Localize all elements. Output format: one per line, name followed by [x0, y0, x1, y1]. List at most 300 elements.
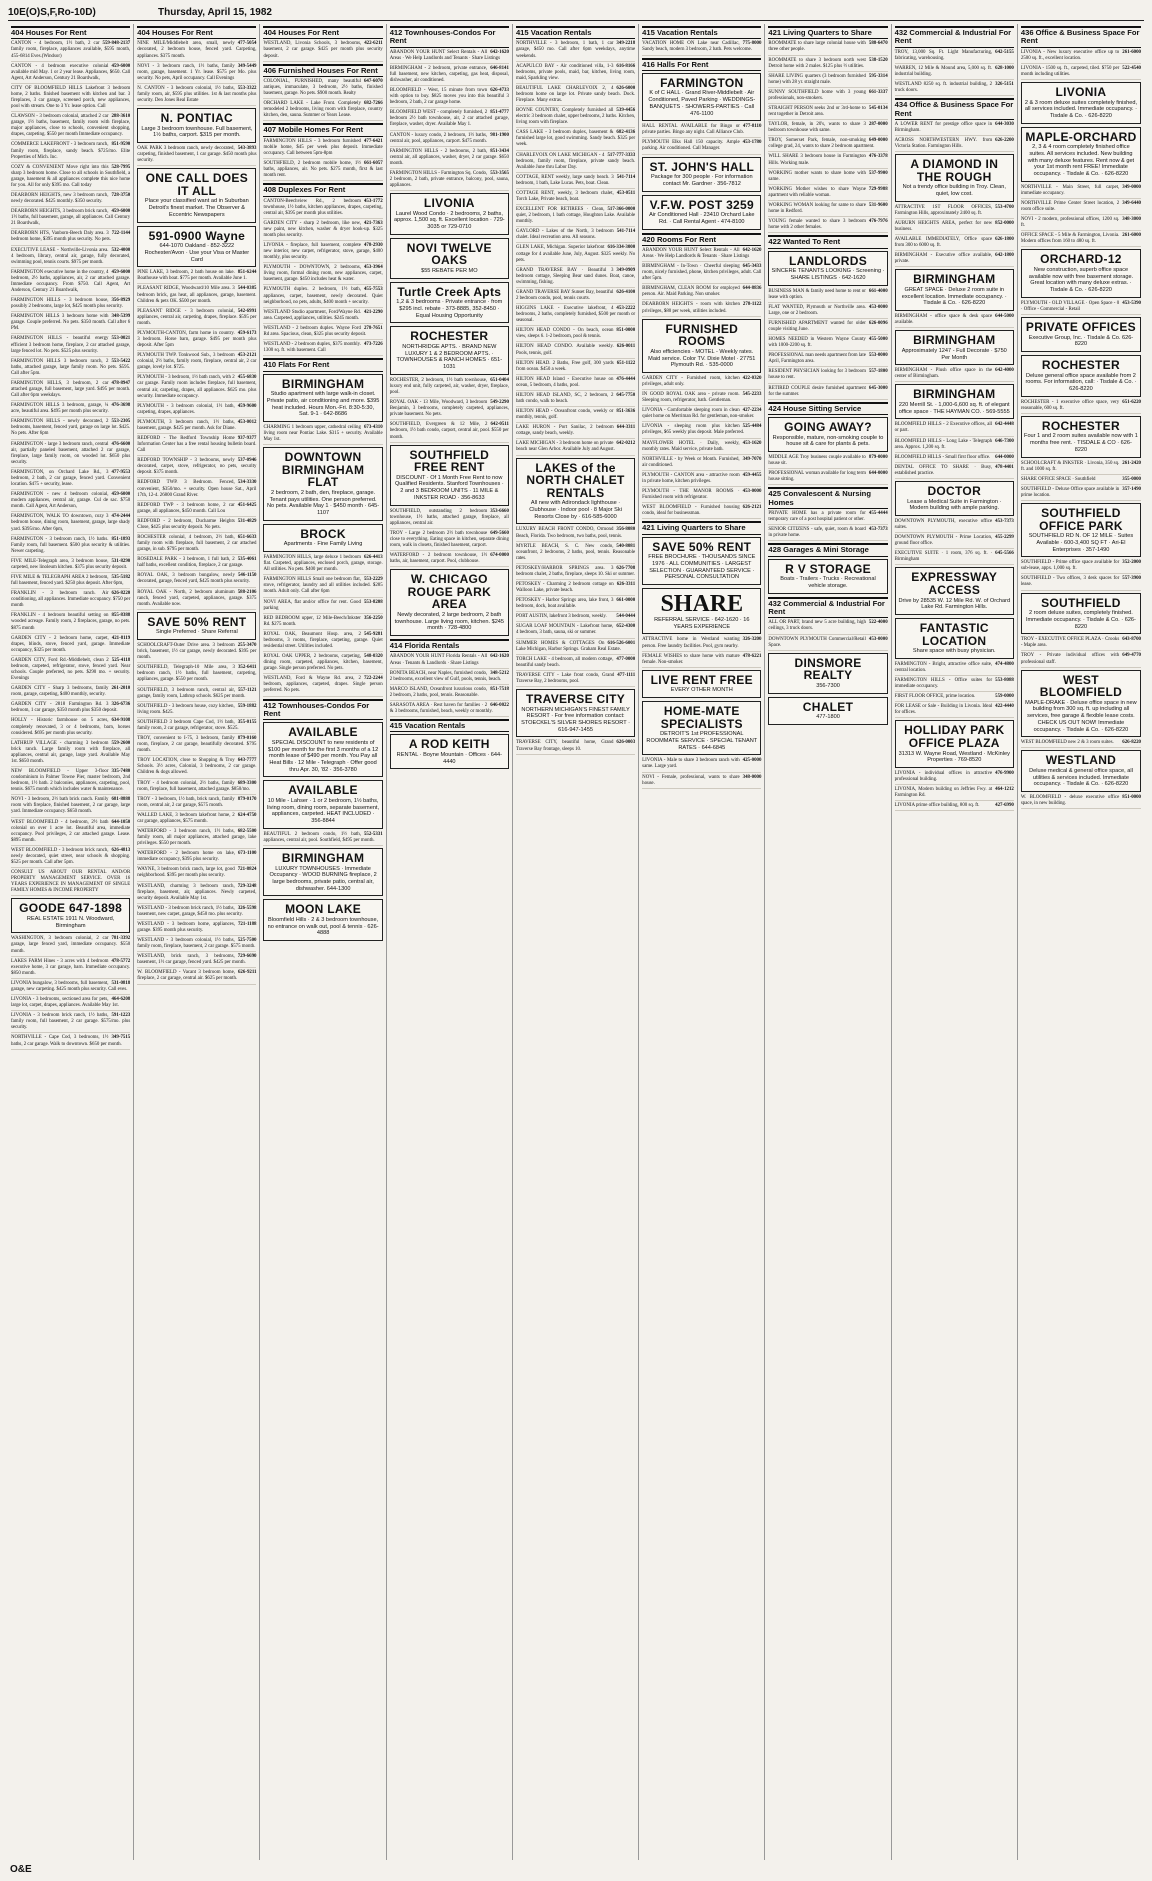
ad-text: BLOOMFIELD HILLS - Small first floor office.: [894, 454, 991, 460]
display-ad-body: LUXURY TOWNHOUSES · Immediate Occupancy · WOOD BURNING fireplace, 2 large bedrooms, private patio, central air, dishwasher. 644-1300: [269, 865, 377, 892]
display-ad-body: Approximately 1247 - Full Decorate · $750 Per Month: [901, 347, 1007, 361]
display-ad: [895, 154, 1014, 202]
classified-ad: [137, 938, 256, 952]
classified-ad: [1021, 185, 1141, 199]
ad-phone: 626-0003: [616, 740, 636, 746]
ad-phone: 644-3311: [616, 425, 636, 431]
display-ad: [768, 417, 887, 452]
display-ad: [895, 269, 1014, 311]
display-ad-body: EVERY OTHER MONTH: [670, 687, 733, 694]
ad-text: LIVONIA - sleeping room plus kitchen privileges, $65 weekly plus deposit. Male preferred.: [642, 424, 745, 436]
section-heading: 436 Office & Business Space For Rent: [1021, 26, 1141, 48]
ad-phone: 476-6600: [111, 441, 131, 447]
classified-ad: [137, 519, 256, 533]
classified-ad: [768, 511, 887, 525]
classified-ad: [11, 381, 130, 401]
display-ad: [895, 618, 1014, 659]
ad-phone: 326-3200: [742, 637, 762, 643]
classified-ad: [895, 465, 1014, 479]
display-ad-body: REFERRAL SERVICE · 642-1620 · 16 YEARS EXPERIENCE: [654, 617, 750, 630]
ad-text: FURNISHED APARTMENT wanted for older couple visiting June.: [768, 320, 866, 332]
ad-phone: 455-6830: [237, 375, 257, 381]
section-heading: 422 Wanted To Rent: [768, 235, 887, 248]
ad-text: WESTLAND, charming 3 bedroom ranch, fireplace, basement, air, appliances. Newly carpeted, security deposit. Available May 1st.: [137, 883, 257, 901]
ad-text: BIRMINGHAM - Plush office space in the center of Birmingham.: [894, 368, 993, 380]
classified-column: [639, 24, 765, 1860]
ad-text: CHARMING 1 bedroom upper, cathedral ceiling living room near Pontiac Lake. $315 + security. Available May 1st.: [263, 424, 383, 443]
ad-text: WARREN, 12 Mile & Mound area, 5,000 sq. ft. industrial building.: [894, 65, 993, 77]
ad-phone: 673-4310: [363, 424, 383, 430]
ad-text: TROY LOCATION, close to Shopping & Troy Schools. 3½ acres, Colonial, 3 bedrooms, 2 car garage. Children & dogs allowed.: [137, 758, 257, 776]
ad-text: TROY - Private individual offices with professional staff.: [1020, 653, 1120, 665]
classified-ad: [642, 248, 761, 262]
display-ad: [1021, 750, 1141, 792]
ad-phone: 525-7500: [237, 938, 257, 944]
ad-phone: 477-5054: [237, 41, 257, 47]
display-ad-body: Responsible, mature, non-smoking couple to house sit & care for plants & pets.: [772, 434, 884, 448]
ad-text: BIRMINGHAM - In-Town · Cheerful sleeping room, nicely furnished, phone, kitchen privileges, adult. Call after 5pm.: [642, 264, 762, 282]
classified-ad: [768, 369, 887, 383]
ad-phone: 553-8208: [363, 599, 383, 605]
classified-ad: [137, 906, 256, 920]
ad-text: ACROSS NORTHWESTERN HWY. from Victoria Station. Farmington Hills.: [894, 138, 993, 150]
ad-phone: 474-2444: [111, 514, 131, 520]
ad-text: HALL RENTAL AVAILABLE for Bingo or private parties. Bingo any night. Call Alliance Club.: [642, 124, 745, 136]
section-heading: 425 Convalescent & Nursing Homes: [768, 487, 887, 509]
ad-phone: 553-8088: [995, 678, 1014, 684]
classified-ad: [768, 527, 887, 541]
classified-ad: [11, 741, 130, 767]
ad-phone: 642-0212: [616, 441, 636, 447]
classified-ad: [1021, 795, 1141, 809]
classified-ad: [11, 769, 130, 795]
ad-phone: 459-4455: [742, 472, 762, 478]
display-ad-body: Studio apartment with large walk-in closet. Private patio, air conditioning and more. $395 heat included. Hours Mon.-Fri. 8:30-5:30, Sat. 9-1 · 642-8686: [266, 391, 380, 418]
ad-text: SOUTHFIELD, 2 bedroom mobile home, 1½ baths, appliances, air. No pets. $275 month, first & last month rent.: [263, 160, 383, 179]
display-ad-body: Drive by 28535 W. 12 Mile Rd. W. of Orchard Lake Rd. Farmington Hills.: [898, 597, 1011, 611]
section-heading: 415 Vacation Rentals: [642, 26, 761, 39]
display-ad: [390, 569, 509, 636]
ad-text: REDFORD - The Redford Township Home Information Center has a free rental housing bulletin board. Call: [137, 436, 257, 454]
display-ad-body: $55 REBATE PER MO: [421, 268, 478, 275]
ad-phone: 645-7750: [616, 392, 636, 398]
ad-text: PLYMOUTH - OLD VILLAGE · Open Space - 0 · Office - Commercial - Retail: [1020, 300, 1120, 312]
ad-phone: 644-0000: [995, 454, 1014, 460]
classified-ad: [642, 424, 761, 438]
section-heading: 432 Commercial & Industrial For Rent: [895, 26, 1014, 48]
ad-phone: 478-8947: [111, 380, 131, 386]
classified-ad: [11, 209, 130, 229]
section-heading: 415 Vacation Rentals: [390, 719, 509, 732]
ad-phone: 553-3322: [237, 85, 257, 91]
classified-ad: [516, 740, 635, 754]
ad-phone: 937-9377: [237, 436, 257, 441]
ad-phone: 453-1780: [742, 140, 762, 146]
classified-ad: [516, 527, 635, 541]
ad-phone: 548-0320: [363, 654, 383, 660]
classified-ad: [11, 359, 130, 379]
classified-ad: [263, 342, 382, 356]
display-ad: [11, 898, 130, 933]
ad-phone: 278-7651: [363, 325, 383, 331]
classified-ad: [768, 106, 887, 120]
classified-ad: [263, 265, 382, 285]
ad-text: WESTLAND 8250 sq. ft. industrial building, 2 truck doors.: [894, 82, 993, 94]
ad-text: ROYAL OAK UPPER, 2 bedrooms, carpeting, dining room, carpeted, appliances, kitchen, basement, garage. Single person preferred. No pets.: [263, 654, 383, 672]
ad-phone: 531-8290: [111, 558, 131, 564]
section-heading: 408 Duplexes For Rent: [263, 183, 382, 196]
ad-phone: 355-0155: [237, 719, 257, 725]
ad-phone: 855-8388: [111, 613, 131, 619]
classified-ad: [11, 86, 130, 112]
ad-text: FARMINGTON HILLS 3 bedroom home with garage. Couple preferred. No pets. $350 month. Call after 6 PM.: [11, 314, 131, 332]
ad-text: MAYFLOWER HOTEL · Daily, weekly, monthly rates. Maid service, private bath.: [642, 440, 740, 452]
classified-ad: [390, 66, 509, 86]
classified-ad: [516, 673, 635, 687]
ad-phone: 517-777-3333: [607, 152, 636, 158]
classified-ad: [390, 400, 509, 420]
ad-phone: 553-4700: [995, 204, 1014, 210]
display-ad-title: BROCK: [300, 526, 346, 541]
ad-text: PETOSKEY/HARBOR SPRINGS area. 3 bedroom chalet, 2 baths, fireplace, sleeps 10. Ski or summer.: [515, 565, 635, 577]
ad-phone: 644-0000: [868, 471, 888, 477]
ad-phone: 261-6000: [1122, 49, 1141, 55]
ad-phone: 545-9281: [363, 631, 383, 637]
ad-text: FARMINGTON HILLS - Office suites for immediate occupancy.: [894, 678, 993, 690]
display-ad-title: DOWNTOWN BIRMINGHAM FLAT: [281, 450, 365, 490]
ad-text: ALL OR PART, brand new 5 acre building, high ceilings, 3 truck doors.: [768, 620, 866, 632]
ad-text: BLOOMFIELD HILLS - Long Lake - Telegraph area. Approx. 1,200 sq. ft.: [894, 438, 993, 450]
ad-phone: 673-1100: [237, 851, 257, 857]
ad-phone: 348-3000: [1122, 217, 1141, 223]
ad-text: COTTAGE RENT, weekly, 3 bedroom chalet, Torch Lake, Private beach, boat.: [515, 190, 614, 202]
classified-ad: [11, 231, 130, 245]
classified-ad: [516, 566, 635, 580]
ad-phone: 538-1520: [868, 57, 888, 63]
classified-ad: [11, 193, 130, 207]
ad-phone: 544-0444: [616, 614, 636, 620]
ad-phone: 851-3434: [490, 148, 509, 154]
classified-ad: [390, 687, 509, 701]
ad-text: SOUTHFIELD, 3 bedroom ranch, central air, garage, family room, Lathrup schools. $625 per month.: [137, 687, 246, 699]
ad-phone: 476-4444: [616, 376, 636, 382]
display-ad: [642, 157, 761, 192]
ad-phone: 626-3311: [616, 582, 636, 587]
classified-ad: [516, 328, 635, 342]
display-ad-body: 10 Mile - Lahser · 1 or 2 bedroom, 1½ baths, living room, dining room, separate basement, appliances, carpeted. HEAT INCLUDED · 356-8844: [267, 797, 380, 825]
ad-phone: 540-8081: [616, 543, 636, 549]
ad-phone: 851-7518: [490, 686, 509, 692]
display-ad: [642, 73, 761, 121]
ad-phone: 644-8836: [742, 286, 762, 292]
ad-text: WESTLAND - 3 bedroom brick ranch, 1½ baths, basement, new carpet, garage, $450 mo. plus security.: [137, 905, 243, 917]
section-heading: 404 Houses For Rent: [11, 26, 130, 39]
ad-text: HILTON HEAD - Oceanfront condo, weekly or monthly, tennis, golf.: [515, 409, 614, 421]
ad-phone: 455-7553: [363, 287, 383, 293]
ad-text: HOLLY - Historic farmhouse on 5 acres, completely renovated, 3 or 4 bedrooms, barn, horses considered. $695 per month plus security.: [11, 718, 131, 736]
ad-phone: 559-0000: [995, 694, 1014, 700]
ad-text: SCHOOLCRAFT & INKSTER · Livonia, 350 sq. ft. and 1000 sq. ft.: [1020, 460, 1120, 472]
ad-text: SOUTHFIELD, Telegraph-10 Mile area, 3 bedroom ranch, 1½ baths, full basement, carpeting, appliances, garage. $550 per month.: [137, 665, 257, 683]
ad-text: LAKES FARM Hines - 3 acres with 4 bedroom executive home, 3 car garage, barn. Immediate occupancy. $850 month.: [11, 958, 131, 976]
display-ad: [390, 445, 509, 506]
ad-text: GARDEN CITY - Furnished room, kitchen privileges, adult only.: [642, 375, 740, 387]
ad-phone: 288-3610: [111, 114, 131, 120]
classified-ad: [642, 264, 761, 284]
ad-text: PLYMOUTH, 3 bedroom ranch, 1½ baths, basement, garage. $425 per month. Ask for Diane.: [137, 419, 236, 431]
classified-ad: [11, 314, 130, 334]
ad-phone: 647-6070: [363, 78, 383, 84]
ad-text: RED BEDROOM upper, 12 Mile-Beech/Inkster Rd. $275 month.: [263, 615, 361, 627]
section-heading: 421 Living Quarters to Share: [642, 521, 761, 534]
classified-column: [134, 24, 260, 1860]
classified-ad: [895, 237, 1014, 251]
ad-text: ROOMMATE to share 3 bedroom north west Detroit home with 2 males. $125 plus ½ utilities.: [768, 57, 866, 69]
ad-phone: 722-2244: [363, 676, 383, 682]
display-ad-title: N. PONTIAC: [160, 111, 234, 126]
display-ad-title: ONE CALL DOES IT ALL: [145, 171, 249, 198]
ad-phone: 661-4000: [868, 288, 888, 294]
display-ad-title: DOCTOR: [927, 483, 982, 498]
ad-text: DEARBORN HEIGHTS - room with kitchen privileges, $80 per week, utilities included.: [642, 302, 740, 314]
classified-ad: [642, 140, 761, 154]
classified-ad: [263, 676, 382, 696]
classified-ad: [768, 171, 887, 185]
ad-text: GARDEN CITY - sharp 2 bedroom, like new, new paint, new kitchen, washer & dryer hook-up. $325 month plus security.: [263, 220, 383, 238]
display-ad-body: Also efficiencies - MOTEL - Weekly rates. Maid service. Color TV. Dixie Motel · 27751 Plymouth Rd. · 535-0000: [648, 348, 756, 369]
classified-ad: [895, 678, 1014, 692]
ad-phone: 643-8700: [1122, 637, 1141, 643]
ad-phone: 616-8166: [616, 63, 636, 69]
display-ad-body: Bloomfield Hills · 2 & 3 bedroom townhouse, no entrance on walk out, pool & tennis · 626-4888: [267, 916, 379, 937]
display-ad-title: ROCHESTER: [410, 329, 489, 344]
ad-text: CANTON - luxury condo, 2 bedroom, 1½ baths, central air, pool, appliances, carport. $475 month.: [389, 132, 488, 144]
classified-ad: [11, 702, 130, 716]
ad-phone: 651-6633: [237, 535, 257, 541]
classified-ad: [137, 851, 256, 865]
display-ad-body: GREAT SPACE · Deluxe 2 room suite in excellent location. Immediate occupancy. · Tisdale & Co. · 626-8220: [901, 286, 1007, 307]
ad-phone: 775-8000: [742, 41, 762, 47]
ad-text: TRAVERSE CITY - Lake front condo, Grand Traverse Bay, 2 bedrooms, pool.: [515, 672, 615, 684]
ad-phone: 453-5390: [1122, 300, 1141, 306]
display-ad: [1021, 416, 1141, 458]
ad-phone: 661-0000: [616, 598, 636, 604]
ad-text: LIVONIA bungalow, 3 bedrooms, full basement, garage, new carpeting. $425 month plus security. Call eves.: [11, 980, 128, 992]
display-ad: [390, 193, 509, 235]
classified-ad: [11, 442, 130, 468]
classified-ad: [11, 718, 130, 738]
ad-phone: 559-2600: [111, 740, 131, 746]
classified-ad: [390, 110, 509, 130]
display-ad: [895, 384, 1014, 419]
ad-text: WESTLAND - 2 bedroom duplex, $375 monthly. 1300 sq. ft. with basement. Call: [263, 342, 361, 354]
display-ad: [642, 319, 761, 373]
ad-text: SOUTHFIELD - 3 bedroom house, cozy kitchen, living room. $425.: [137, 703, 235, 715]
ad-phone: 255-3470: [237, 643, 257, 649]
ad-text: CHARLEVOIX ON LAKE MICHIGAN - 4 bedroom, family room, fireplace, private sandy beach. Available June thru Labor Day.: [515, 152, 636, 170]
display-ad: [1021, 82, 1141, 124]
ad-text: TROY, convenient to I-75, 3 bedroom, family room, fireplace, 2 car garage, beautifully decorated. $795 month.: [137, 736, 257, 754]
classified-ad: [137, 503, 256, 517]
classified-ad: [263, 79, 382, 99]
ad-phone: 642-1620: [742, 247, 762, 253]
classified-ad: [1021, 217, 1141, 231]
display-ad-title: WESTLAND: [1045, 753, 1117, 768]
classified-ad: [895, 455, 1014, 463]
ad-text: GLEN LAKE, Michigan. Superior lakefront cottage for 4 available June, July, August. $325 weekly. No pets.: [515, 245, 636, 263]
classified-ad: [137, 270, 256, 284]
display-ad-body: 356-7300: [816, 682, 840, 689]
ad-phone: 646-7300: [995, 438, 1014, 444]
ad-phone: 557-3900: [1122, 576, 1141, 582]
classified-ad: [137, 404, 256, 418]
ad-text: EXECUTIVE LEASE - Northville-Livonia area. 4 bedroom, library, central air, garage, fully decorated, swimming pool, tennis courts. $975 per month.: [11, 247, 131, 265]
classified-ad: [1021, 50, 1141, 64]
ad-phone: 626-7708: [616, 565, 636, 571]
ad-phone: 626-8220: [1122, 740, 1141, 746]
classified-ad: [895, 694, 1014, 702]
ad-text: SOUTHFIELD - Prime office space available for sub-lease, appx. 1,000 sq. ft.: [1020, 560, 1120, 572]
ad-phone: 646-8141: [490, 65, 509, 71]
display-ad-title: SOUTHFIELD FREE RENT: [409, 447, 490, 475]
classified-ad: [1021, 66, 1141, 80]
ad-text: PLYMOUTH Elks Hall 150 capacity. Ample parking. Air conditioned. Call Manager.: [642, 140, 740, 152]
classified-ad: [11, 848, 130, 868]
classified-ad: [263, 632, 382, 652]
classified-ad: [516, 108, 635, 128]
classified-ad: [137, 375, 256, 401]
ad-text: WESTLAND, Livonia Schools, 3 bedrooms, basement, 2 car garage. $425 per month plus security deposit.: [263, 41, 383, 59]
ad-text: LUXURY BEACH FRONT CONDO, Ormond Beach, Florida. Two bedroom, two baths, pool, tennis.: [515, 527, 623, 539]
classified-ad: [263, 425, 382, 445]
section-heading: 415 Vacation Rentals: [516, 26, 635, 39]
ad-text: PLYMOUTH - CANTON area - attractive room in private home, kitchen privileges.: [642, 472, 740, 484]
classified-ad: [137, 420, 256, 434]
ad-text: FARMINGTON HILLS - 3 bedroom house, possibly 2 bedrooms, large lot, $425 month plus security.: [11, 298, 123, 310]
ad-text: BIRMINGHAM, CLEAN ROOM for employed person. Air. Maid Parking. Non smoker.: [642, 286, 740, 298]
ad-phone: 356-8080: [616, 527, 636, 533]
classified-ad: [642, 775, 761, 789]
display-ad-body: DETROIT'S 1st PROFESSIONAL ROOMMATE SERVICE · SPECIAL TENANT RATES · 644-6845: [646, 731, 758, 751]
classified-ad: [11, 492, 130, 512]
ad-text: WAYNE, 3 bedroom brick ranch, large lot, good neighborhood. $395 per month plus security.: [137, 867, 235, 879]
ad-text: ROCHESTER colonial, 4 bedroom, 2½ bath, family room with fireplace, full basement, 2 car attached garage, in sub. $795 per month.: [137, 535, 257, 553]
ad-text: FOR LEASE or Sale - Building in Livonia. Ideal for offices.: [894, 704, 993, 716]
ad-phone: 646-0022: [490, 702, 509, 708]
classified-column: [387, 24, 513, 1860]
display-ad-body: NORTHERN MICHIGAN'S FINEST FAMILY RESORT · For free information contact: STOECKEL'S SILVER SHORES RESORT · 616-947-1455: [521, 706, 630, 733]
ad-text: BOYNE COUNTRY, Completely furnished all electric 3 bedroom chalet, upper bedrooms, 2 baths. Kitchen, living room with fireplace.: [515, 108, 636, 126]
ad-text: HILTON HEAD. 2 Baths, Free golf, 300 yards from ocean. $450 a week.: [515, 360, 614, 372]
classified-ad: [137, 781, 256, 795]
ad-text: LIVONIA - Male to share 3 bedroom ranch with same. Large yard.: [642, 758, 740, 770]
ad-phone: 477-6421: [363, 138, 383, 144]
ad-phone: 649-0000: [868, 138, 888, 144]
display-ad-body: All new with Adirondack lighthouse · Clubhouse · Indoor pool · 8 Major Ski Resorts Close by · 616-585-6000: [529, 500, 622, 520]
classified-ad: [642, 505, 761, 519]
section-heading: 407 Mobile Homes For Rent: [263, 123, 382, 136]
ad-text: NORTHVILLE - by Week or Month. Furnished, air conditioned.: [642, 456, 740, 468]
display-ad-title: SAVE 50% RENT: [652, 539, 752, 554]
ad-phone: 535-5182: [111, 574, 131, 580]
ad-text: RETIRED COUPLE desire furnished apartment for the summer.: [768, 385, 866, 397]
ad-text: WESTLAND, brick ranch, 3 bedrooms, basement, 1½ car garage, fenced yard. $425 per month.: [137, 954, 246, 966]
ad-text: PLYMOUTH - 3 bedroom, 1½ bath ranch, with 2 car garage. Family room includes fireplace, full basement, central air, carpeting, drapes, all appliances. $625 mo. plus security. Immediate occupancy.: [137, 375, 257, 399]
ad-text: ROYAL OAK, 3 bedroom bungalow, newly decorated, garage, fenced yard, $425 month plus security.: [137, 573, 251, 585]
display-ad-title: SAVE 50% RENT: [147, 614, 247, 629]
display-ad-title: V.F.W. POST 3259: [649, 197, 754, 212]
classified-ad: [768, 620, 887, 634]
classified-ad: [11, 537, 130, 557]
display-ad: [895, 330, 1014, 365]
ad-text: PLYMOUTH - THE MANOR ROOMS · Furnished room with refrigerator.: [642, 489, 740, 501]
classified-ad: [895, 138, 1014, 152]
ad-text: WATERFORD - 3 bedroom ranch, 1½ baths, family room, all major appliances, attached garage, lake privileges. $550 per month.: [137, 828, 257, 847]
classified-ad: [895, 50, 1014, 64]
classified-ad: [642, 637, 761, 651]
ad-text: VACATION HOME ON Lake near Cadillac, Sandy beach, modern 3 bedroom, 2 bath. Pets welcome.: [642, 41, 752, 53]
display-ad: [263, 780, 382, 828]
ad-phone: 349-6440: [1122, 200, 1141, 206]
ad-phone: 661-6057: [363, 160, 383, 166]
ad-text: COMMERCE LAKEFRONT - 3 bedroom ranch, family room, fireplace, sandy beach. $725/mo. Elite Properties of Mich. Inc.: [11, 142, 131, 160]
ad-text: GARDEN CITY, Ford Rd.-Middlebelt, clean 2 bedroom, carpeted, refrigerator, stove, fenced yard. Near schools. Couple preferred, no pets. $290 mo. + security. Evenings: [11, 657, 131, 682]
display-ad: [895, 720, 1014, 768]
classified-ad: [11, 686, 130, 700]
ad-phone: 642-4448: [995, 422, 1014, 428]
classified-ad: [390, 50, 509, 64]
display-ad-title: BIRMINGHAM: [913, 387, 996, 402]
display-ad-body: 31313 W. Wayne Road, Westland · McKinley Properties · 769-8520: [898, 750, 1010, 764]
classified-column: [892, 24, 1018, 1860]
ad-phone: 557-1800: [868, 369, 888, 375]
display-ad-body: NORTHRIDGE APTS. · BRAND NEW LUXURY 1 & 2 BEDROOM APTS. · TOWNHOUSES & RANCH HOMES · 651-1031: [396, 344, 503, 371]
classified-ad: [263, 326, 382, 340]
classified-ad: [263, 221, 382, 241]
ad-phone: 626-6000: [616, 85, 636, 91]
ad-phone: 649-5660: [490, 530, 509, 536]
classified-ad: [516, 64, 635, 84]
classified-ad: [11, 270, 130, 296]
classified-ad: [768, 321, 887, 335]
classified-ad: [768, 122, 887, 136]
ad-text: OFFICE SPACE - 5 Mile & Farmington, Livonia. Modern offices from 160 to 480 sq. ft.: [1020, 233, 1120, 245]
display-ad-title: ROCHESTER: [1041, 358, 1120, 372]
ad-phone: 545-0134: [868, 105, 888, 111]
classified-ad: [895, 551, 1014, 565]
ad-phone: 626-0011: [616, 344, 636, 350]
ad-text: ROYAL OAK - North, 2 bedroom aluminum ranch, fenced yard, carpeted, appliances, garage. $375 month. Available now.: [137, 589, 257, 607]
ad-text: LIVONIA - 3 bedrooms, sectioned area for pets, large lot, carpet, drapes, appliances. Available May 1st.: [11, 997, 119, 1009]
classified-ad: [895, 122, 1014, 136]
ad-text: MYRTLE BEACH, S. C. New condo, oceanfront, 2 bedrooms, 2 baths, pool, tennis. Reasonable rates.: [515, 543, 636, 561]
ad-text: NOVI AREA, flat and/or office for rent. Good parking: [263, 599, 361, 611]
ad-text: FLAT WANTED, Plymouth or Northville area. Large, one or 2 bedroom.: [768, 304, 866, 316]
classified-column: [260, 24, 386, 1860]
classified-ad: [137, 797, 256, 811]
ad-phone: 642-4000: [995, 368, 1014, 374]
display-ad-body: 220 Merrill St. · 1,000-6,600 sq. ft. of elegant office space · THE HAYMAN CO. · 569-5555: [898, 401, 1010, 415]
classified-ad: [263, 310, 382, 324]
classified-ad: [263, 139, 382, 159]
ad-phone: 477-0000: [616, 656, 636, 662]
classified-ad: [642, 286, 761, 300]
classified-ad: [263, 199, 382, 219]
ad-text: BEAUTIFUL 2 bedroom condo, 1½ bath, appliances, central air, pool. Southfield, $495 per month.: [263, 831, 375, 843]
section-heading: 416 Halls For Rent: [642, 58, 761, 71]
ad-text: LIVONIA - 3 bedroom brick ranch, 1½ baths, family room, full basement, 2 car garage. $575/mo. plus security.: [11, 1013, 131, 1031]
display-ad: [1021, 593, 1141, 635]
